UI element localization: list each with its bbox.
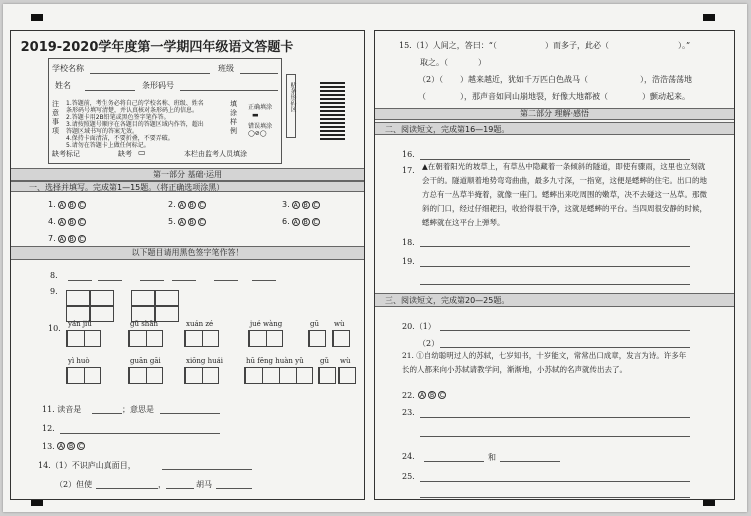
q22-options[interactable]: A B C bbox=[419, 392, 445, 399]
q12-blank[interactable] bbox=[60, 433, 220, 434]
part1-title: 第一部分 基础·运用 bbox=[11, 168, 364, 181]
q20-part1-label: 20.（1） bbox=[402, 322, 436, 331]
mc-question[interactable] bbox=[168, 200, 206, 209]
q14-part2-blank-3[interactable] bbox=[216, 488, 252, 489]
q16-number: 16. bbox=[402, 150, 415, 159]
q20-part2-blank[interactable] bbox=[440, 347, 690, 348]
q8-blank-5[interactable] bbox=[214, 280, 238, 281]
q11-meaning-blank[interactable] bbox=[160, 413, 220, 414]
option-bubble[interactable]: C bbox=[199, 202, 204, 209]
mc-question-number: 2. bbox=[168, 200, 176, 209]
mc-question-number: 1. bbox=[48, 200, 56, 209]
q8-number: 8. bbox=[50, 271, 58, 280]
pen-note: 以下题目请用黑色签字笔作答！ bbox=[11, 246, 364, 260]
school-field[interactable] bbox=[90, 73, 210, 74]
q15-part2-a: （2）（ bbox=[418, 75, 444, 84]
absent-mark-label: 缺考标记 bbox=[52, 150, 80, 158]
q14-part1-blank[interactable] bbox=[162, 469, 252, 470]
mc-question[interactable] bbox=[282, 217, 320, 226]
q14-part2-blank-1[interactable] bbox=[96, 488, 158, 489]
writing-grid[interactable] bbox=[128, 330, 163, 347]
class-label: 班级 bbox=[218, 64, 234, 73]
writing-grid[interactable] bbox=[184, 330, 219, 347]
pinyin-label: hū fēng huàn yǔ bbox=[246, 357, 304, 365]
q17-number: 17. bbox=[402, 166, 415, 175]
option-bubble[interactable]: A bbox=[59, 202, 64, 209]
option-bubble[interactable]: A bbox=[293, 219, 298, 226]
pinyin-label: wù bbox=[334, 320, 345, 328]
note-line: 答题区域书写的答案无效。 bbox=[66, 128, 139, 135]
q20-part1-blank[interactable] bbox=[440, 330, 690, 331]
pinyin-label: wù bbox=[340, 357, 351, 365]
writing-grid[interactable] bbox=[66, 367, 101, 384]
q11-meaning-label: ；意思是 bbox=[122, 405, 154, 414]
pinyin-label: gǔ shān bbox=[130, 320, 158, 328]
q15-line1-a: 15.（1）人间之，答曰：“（ bbox=[399, 41, 497, 50]
q14-part2-label: （2）但使 bbox=[55, 480, 93, 489]
q9-box-1[interactable] bbox=[66, 290, 90, 306]
q25-blank-2[interactable] bbox=[420, 497, 690, 498]
corner-mark bbox=[31, 499, 43, 506]
mc-question[interactable] bbox=[168, 217, 206, 226]
q23-blank-2[interactable] bbox=[420, 436, 690, 437]
option-bubble[interactable]: C bbox=[313, 219, 318, 226]
q14-part2-tail: 胡马 bbox=[196, 480, 212, 489]
corner-mark bbox=[703, 499, 715, 506]
mc-question-number: 3. bbox=[282, 200, 290, 209]
option-bubble[interactable]: C bbox=[79, 202, 84, 209]
q11-reading-label: 11. 读音是 bbox=[42, 405, 82, 414]
q24-and: 和 bbox=[488, 453, 496, 462]
option-bubble[interactable]: C bbox=[79, 236, 84, 243]
q15-part2-b: ）越来越近，犹如千万匹白色战马（ bbox=[460, 75, 588, 84]
correct-fill-label: 正确填涂 bbox=[248, 104, 273, 111]
note-line: 条形码号填写清楚，并认真核对条形码上的信息。 bbox=[66, 107, 199, 114]
q20-part2-label: （2） bbox=[418, 339, 440, 348]
q15-line1-b: ）而多子，此必（ bbox=[545, 41, 609, 50]
note-line: 5.请勿在答题卡上做任何标记。 bbox=[66, 142, 150, 149]
section3-heading: 三、阅读短文，完成第20—25题。 bbox=[375, 293, 734, 307]
q19-number: 19. bbox=[402, 257, 415, 266]
section1-heading: 一、选择并填写。完成第1—15题。（将正确选项涂黑） bbox=[11, 181, 364, 192]
q18-blank[interactable] bbox=[420, 246, 690, 247]
q12-number: 12. bbox=[42, 424, 55, 433]
q15-line2-b: ） bbox=[478, 58, 486, 67]
q15-part2-c: ），浩浩荡荡地 bbox=[640, 75, 692, 84]
option-bubble[interactable]: A bbox=[59, 219, 64, 226]
mc-question-number: 7. bbox=[48, 234, 56, 243]
writing-grid[interactable] bbox=[184, 367, 219, 384]
q11-reading-blank[interactable] bbox=[92, 413, 122, 414]
school-label: 学校名称 bbox=[52, 64, 84, 73]
pinyin-label: jué wàng bbox=[250, 320, 283, 328]
corner-mark bbox=[31, 14, 43, 21]
barcode-number-label: 条形码号 bbox=[142, 81, 174, 90]
option-bubble[interactable]: A bbox=[293, 202, 298, 209]
writing-grid[interactable] bbox=[244, 367, 313, 384]
option-bubble[interactable]: C bbox=[79, 219, 84, 226]
barcode-icon bbox=[320, 82, 345, 140]
mc-question[interactable] bbox=[48, 217, 86, 226]
option-bubble[interactable]: B bbox=[69, 202, 74, 209]
correct-fill-sample-icon: ▬ bbox=[252, 111, 259, 119]
q8-blank-4[interactable] bbox=[172, 280, 196, 281]
name-field[interactable] bbox=[85, 90, 135, 91]
q19-blank-1[interactable] bbox=[420, 266, 690, 267]
class-field[interactable] bbox=[240, 73, 278, 74]
q9-box-3[interactable] bbox=[90, 290, 114, 306]
writing-grid[interactable] bbox=[338, 367, 356, 384]
pinyin-label: xuán zé bbox=[186, 320, 214, 328]
pinyin-label: yán jiū bbox=[68, 320, 92, 328]
q10-number: 10. bbox=[48, 324, 61, 333]
q15-part2-f: ）颤动起来。 bbox=[642, 92, 690, 101]
q25-blank-1[interactable] bbox=[420, 481, 690, 482]
q18-number: 18. bbox=[402, 238, 415, 247]
option-bubble[interactable]: A bbox=[179, 219, 184, 226]
q9-box-8[interactable] bbox=[155, 306, 179, 322]
q15-part2-e: ），那声音如同山崩地裂，好像大地都被（ bbox=[460, 92, 608, 101]
q9-box-7[interactable] bbox=[155, 290, 179, 306]
option-bubble[interactable]: B bbox=[69, 219, 74, 226]
q13-number: 13. bbox=[42, 442, 55, 451]
q14-comma: ， bbox=[158, 480, 166, 489]
writing-grid[interactable] bbox=[318, 367, 336, 384]
option-bubble[interactable]: B bbox=[303, 219, 308, 226]
writing-grid[interactable] bbox=[332, 330, 350, 347]
q14-part1-label: 14.（1）不识庐山真面目， bbox=[38, 461, 136, 470]
note-line: 1.答题前，考生务必将自己的学校名称、班级、姓名 bbox=[66, 100, 204, 107]
q24-blank-1[interactable] bbox=[424, 461, 484, 462]
barcode-number-field[interactable] bbox=[180, 90, 278, 91]
mc-question-number: 4. bbox=[48, 217, 56, 226]
fill-example-label: 填涂样例 bbox=[230, 100, 237, 135]
proctor-note: 本栏由监考人员填涂 bbox=[184, 150, 247, 158]
q21-passage: 21. ①自幼聪明过人的苏轼，七岁知书，十岁能文，常常出口成章，发言为诗。许多年长的人都来向小苏轼请教学问，渐渐地，小苏轼的名声就传出去了。 bbox=[402, 351, 687, 374]
pinyin-label: gū bbox=[310, 320, 319, 328]
q15-line1-c: ）。” bbox=[678, 41, 691, 50]
writing-grid[interactable] bbox=[248, 330, 283, 347]
mc-question[interactable] bbox=[282, 200, 320, 209]
q15-line2-a: 取之。（ bbox=[420, 58, 448, 67]
option-bubble[interactable]: B bbox=[189, 219, 194, 226]
option-bubble[interactable]: B bbox=[303, 202, 308, 209]
q24-number: 24. bbox=[402, 452, 415, 461]
part2-title: 第二部分 理解·感悟 bbox=[375, 108, 734, 120]
writing-grid[interactable] bbox=[128, 367, 163, 384]
section2-heading: 二、阅读短文，完成第16—19题。 bbox=[375, 122, 734, 135]
pinyin-label: gǔ bbox=[320, 357, 329, 365]
wrong-fill-sample-icon: ◯⊘◯ bbox=[248, 130, 267, 137]
pinyin-label: yì huò bbox=[68, 357, 90, 365]
q8-blank-1[interactable] bbox=[68, 280, 92, 281]
option-bubble[interactable]: C bbox=[313, 202, 318, 209]
mc-question[interactable] bbox=[48, 234, 86, 243]
wrong-fill-label: 错误填涂 bbox=[248, 123, 273, 130]
mc-question[interactable] bbox=[48, 200, 86, 209]
sheet-title: 2019-2020学年度第一学期四年级语文答题卡 bbox=[20, 40, 294, 55]
barcode-area-label: 贴条形码区 bbox=[289, 82, 296, 112]
option-bubble[interactable]: B bbox=[69, 236, 74, 243]
corner-mark bbox=[703, 14, 715, 21]
name-label: 姓名 bbox=[55, 81, 71, 90]
note-line: 3.请按照题号顺序在各题目的答题区域内作答，超出 bbox=[66, 121, 204, 128]
q8-blank-3[interactable] bbox=[140, 280, 164, 281]
option-bubble[interactable]: A bbox=[59, 236, 64, 243]
q23-blank-1[interactable] bbox=[420, 417, 690, 418]
absent-bubble[interactable]: ▭ bbox=[138, 148, 146, 157]
q25-number: 25. bbox=[402, 472, 415, 481]
q22-number: 22. bbox=[402, 391, 415, 400]
q8-blank-6[interactable] bbox=[252, 280, 276, 281]
q15-part2-d: （ bbox=[418, 92, 426, 101]
absent-label: 缺考 bbox=[118, 150, 132, 158]
mc-question-number: 6. bbox=[282, 217, 290, 226]
pinyin-label: xiōng huái bbox=[186, 357, 224, 365]
q17-passage: ▲在朝着阳光的坡草上，有草丛中隐藏着一条倾斜的隧道，即使有骤雨，这里也立刻就会干的。隧道顺着地势弯弯曲曲，最多九寸深，一指宽，这便是蟋蟀的住宅。出口的地方总有一丛草半掩着，就像一座门。蟋蟀出来吃周围的嫩草，决不去碰这一丛草。那微斜的门口，经过仔细耙扫，收拾得很干净，这就是蟋蟀的平台。当四周很安静的时候，蟋蟀就在这平台上弹琴。 bbox=[422, 162, 707, 227]
pinyin-label: guān gāi bbox=[130, 357, 161, 365]
writing-grid[interactable] bbox=[66, 330, 101, 347]
q13-options[interactable]: A B C bbox=[58, 443, 84, 450]
mc-question-number: 5. bbox=[168, 217, 176, 226]
notes-label: 注意事项 bbox=[52, 100, 59, 135]
option-bubble[interactable]: B bbox=[189, 202, 194, 209]
writing-grid[interactable] bbox=[308, 330, 326, 347]
q14-part2-blank-2[interactable] bbox=[166, 488, 194, 489]
q19-blank-2[interactable] bbox=[420, 284, 690, 285]
q9-number: 9. bbox=[50, 287, 58, 296]
option-bubble[interactable]: A bbox=[179, 202, 184, 209]
q24-blank-2[interactable] bbox=[500, 461, 560, 462]
note-line: 2.答题卡用2B铅笔或黑色签字笔作答。 bbox=[66, 114, 170, 121]
q9-box-5[interactable] bbox=[131, 290, 155, 306]
q9-box-4[interactable] bbox=[90, 306, 114, 322]
q8-blank-2[interactable] bbox=[98, 280, 122, 281]
q23-number: 23. bbox=[402, 408, 415, 417]
note-line: 4.保持卡面清洁，不要折叠，不要弄破。 bbox=[66, 135, 174, 142]
option-bubble[interactable]: C bbox=[199, 219, 204, 226]
